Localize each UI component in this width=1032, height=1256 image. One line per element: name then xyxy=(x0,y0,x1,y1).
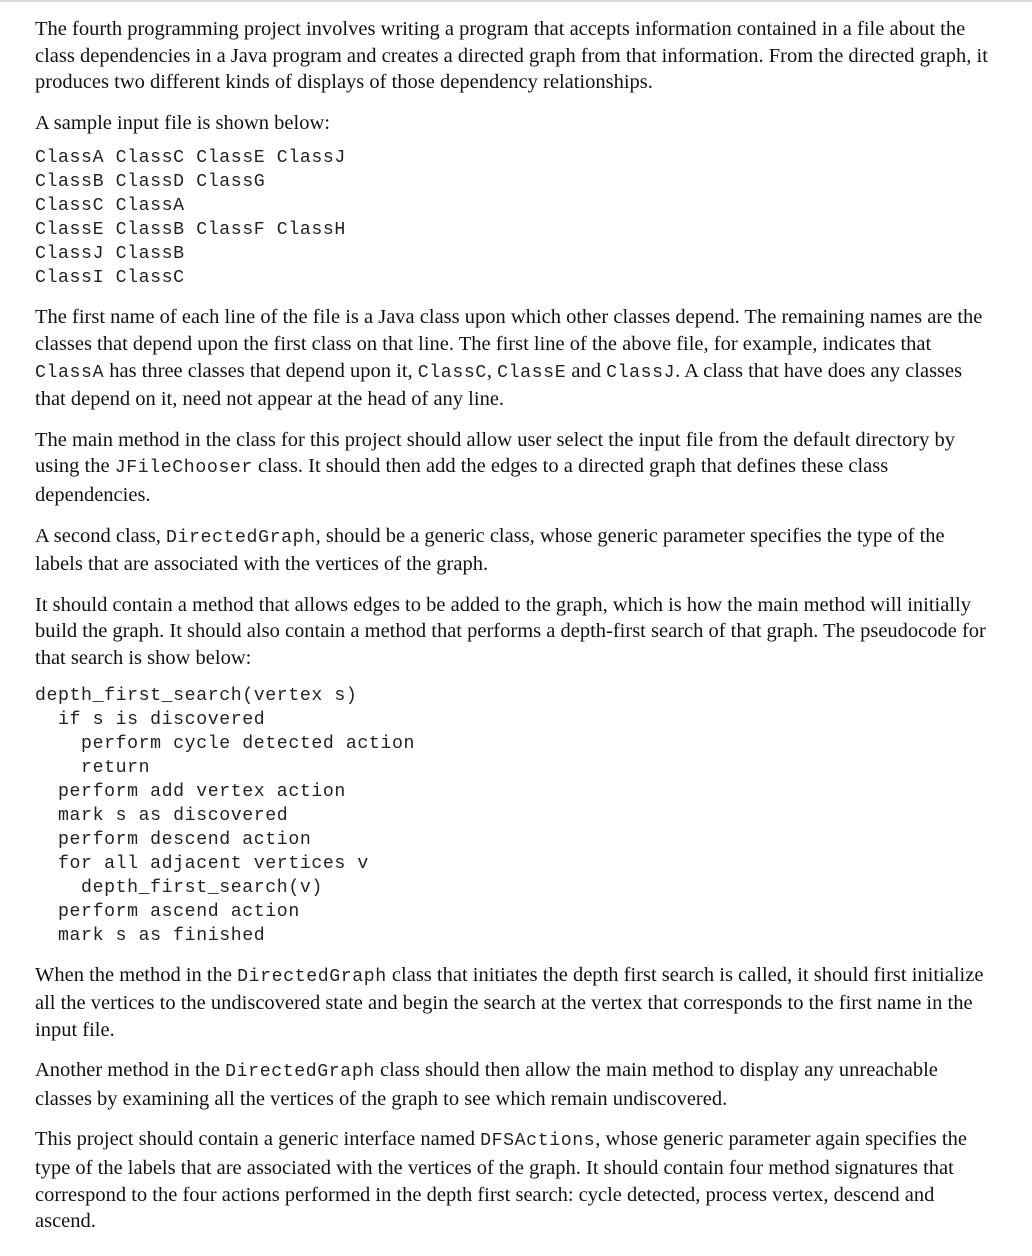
text-run: class. It should then add the edges to a directed graph that defines these class dependencies. xyxy=(35,455,889,506)
sample-line: ClassB ClassD ClassG xyxy=(35,172,266,193)
pseudocode-line: if s is discovered xyxy=(35,709,266,730)
text-run: The first name of each line of the file is a Java class upon which other classes depend. The remaining names are the classes that depend upon the first class on that line. The first line of the above file, for example, indicates that xyxy=(35,306,983,355)
methods-paragraph: It should contain a method that allows edges to be added to the graph, which is how the main method will initially build the graph. It should also contain a method that performs a depth-first search of that graph. The pseudocode for that search is show below: xyxy=(35,593,986,669)
dfs-init-paragraph xyxy=(35,962,997,1044)
pseudocode-line: perform ascend action xyxy=(35,901,300,922)
pseudocode-line: mark s as discovered xyxy=(35,805,289,826)
file-format-paragraph xyxy=(35,304,997,412)
text-run: , should be a generic class, whose generic parameter specifies the type of the labels that are associated with the vertices of the graph. xyxy=(35,524,945,576)
inline-code: ClassJ xyxy=(606,362,676,383)
text-run: This project should contain a generic interface named xyxy=(35,1128,481,1151)
sample-line: ClassA ClassC ClassE ClassJ xyxy=(35,148,346,169)
directed-graph-paragraph xyxy=(35,523,997,578)
pseudocode-line: perform add vertex action xyxy=(35,781,346,802)
top-border xyxy=(0,0,1032,2)
text-run: . A class that have does any classes that depend on it, need not appear at the head of any line. xyxy=(35,359,963,411)
inline-code: DirectedGraph xyxy=(237,966,387,987)
text-run: class that initiates the depth first search is called, it should first initialize all the vertices to the undiscovered state and begin the search at the vertex that corresponds to the first name in the input file. xyxy=(35,963,984,1041)
text-run: When the method in the xyxy=(35,963,238,986)
sample-input-file xyxy=(35,146,997,290)
pseudocode-line: depth_first_search(vertex s) xyxy=(35,685,358,706)
inline-code: DirectedGraph xyxy=(225,1062,375,1083)
text-run: , whose generic parameter again specifies the type of the labels that are associated with the vertices of the graph. It should contain four method signatures that correspond to the four actions performed in the depth first search: cycle detected, process vertex, descend and ascend. xyxy=(35,1128,967,1233)
pseudocode-line: return xyxy=(35,757,151,778)
inline-code: DFSActions xyxy=(480,1131,596,1152)
intro-paragraph: The fourth programming project involves writing a program that accepts information contained in a file about the class dependencies in a Java program and creates a directed graph from that information. From the directed graph, it produces two different kinds of displays of those dependency relationships. xyxy=(35,18,988,94)
pseudocode-line: depth_first_search(v) xyxy=(35,877,323,898)
text-run: has three classes that depend upon it, xyxy=(104,359,418,382)
unreachable-paragraph xyxy=(35,1057,997,1112)
text-run: The main method in the class for this project should allow user select the input file from the default directory by using the xyxy=(35,428,955,478)
inline-code: ClassC xyxy=(417,362,487,383)
inline-code: DirectedGraph xyxy=(165,527,316,548)
pseudocode-block xyxy=(35,684,997,948)
interface-paragraph xyxy=(35,1126,997,1234)
main-method-paragraph xyxy=(35,427,997,509)
text-run: class should then allow the main method to display any unreachable classes by examining all the vertices of the graph to see which remain undiscovered. xyxy=(35,1059,938,1110)
pseudocode-line: perform cycle detected action xyxy=(35,733,415,754)
sample-line: ClassJ ClassB xyxy=(35,244,185,265)
text-run: and xyxy=(566,359,607,382)
sample-line: ClassI ClassC xyxy=(35,268,185,289)
text-run: , xyxy=(486,359,498,382)
document-body xyxy=(35,16,997,1235)
pseudocode-line: for all adjacent vertices v xyxy=(35,853,369,874)
inline-code: ClassA xyxy=(35,362,105,383)
sample-line: ClassE ClassB ClassF ClassH xyxy=(35,220,346,241)
text-run: A second class, xyxy=(35,524,166,547)
text-run: Another method in the xyxy=(35,1059,226,1082)
pseudocode-line: perform descend action xyxy=(35,829,312,850)
sample-intro-paragraph: A sample input file is shown below: xyxy=(35,111,330,134)
pseudocode-line: mark s as finished xyxy=(35,925,266,946)
inline-code: ClassE xyxy=(497,362,567,383)
inline-code: JFileChooser xyxy=(114,458,253,479)
sample-line: ClassC ClassA xyxy=(35,196,185,217)
